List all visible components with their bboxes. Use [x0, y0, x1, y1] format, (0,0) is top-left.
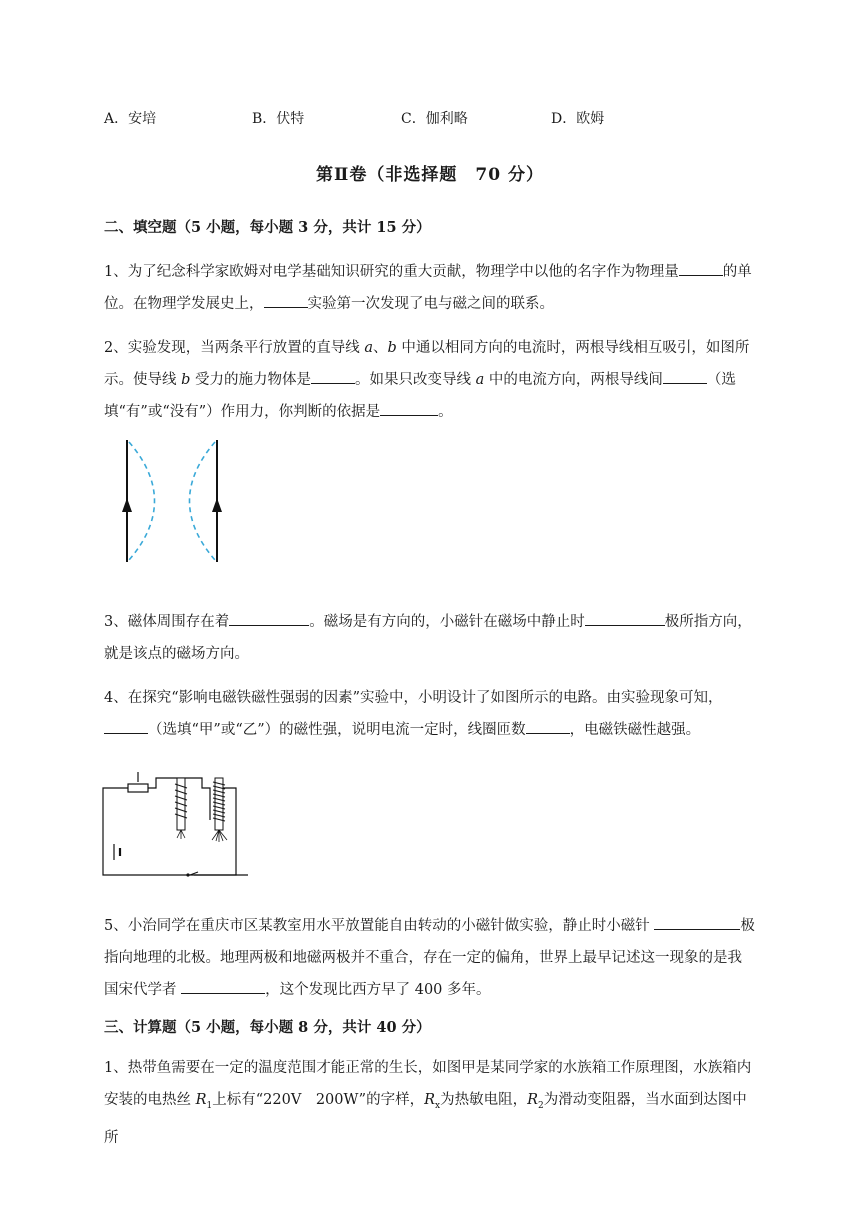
fill-question-4: [104, 682, 756, 746]
q3-text-a: 3、磁体周围存在着: [104, 614, 230, 630]
q4-blank-1: [104, 719, 148, 734]
q1-blank-1: [679, 261, 723, 276]
q2-blank-1: [311, 369, 355, 384]
option-a: A．安培: [104, 111, 157, 127]
q1-text-b: 的单位。在物理学发展史上，: [104, 264, 752, 312]
q2-blank-2: [663, 369, 707, 384]
q4-text-c: ，电磁铁磁性越强。: [569, 722, 701, 738]
q4-blank-2: [526, 719, 570, 734]
q3-blank-1: [229, 611, 309, 626]
q2-var-b: b: [387, 340, 397, 356]
q2-text-d: 。如果只改变导线: [355, 372, 476, 388]
switch: [186, 873, 189, 876]
q2-var-a2: a: [475, 372, 485, 388]
q2-text-f: （选填“有”或“没有”）作用力，你判断的依据是: [104, 372, 736, 420]
fill-in-header: 二、填空题（5 小题，每小题 3 分，共计 15 分）: [104, 219, 431, 236]
q2-text-e: 中的电流方向，两根导线间: [484, 372, 663, 388]
rheostat: [128, 784, 148, 792]
q5-text-b: 极指向地理的北极。地理两极和地磁两极并不重合，存在一定的偏角，世界上最早记述这一现象的是我国宋代学者: [104, 918, 755, 998]
q2-text-g: 。: [438, 404, 453, 420]
q1-text-c: 实验第一次发现了电与磁之间的联系。: [307, 296, 554, 312]
fill-question-3: [104, 606, 756, 670]
field-line-a: [129, 442, 155, 560]
q5-blank-2: [181, 979, 265, 994]
q1-blank-2: [264, 293, 308, 308]
q3-text-b: 。磁场是有方向的，小磁针在磁场中静止时: [309, 614, 585, 630]
section-title: 第Ⅱ卷（非选择题 70 分）: [316, 165, 544, 185]
current-arrow-b: [212, 498, 222, 512]
cq1-rx: R: [424, 1092, 436, 1108]
cq1-text-d: 为滑动变阻器，当水面到达图中所: [104, 1092, 747, 1146]
cq1-r1-sub: 1: [206, 1100, 213, 1111]
option-c: C．伽利略: [401, 111, 468, 127]
cq1-text-a: 1、热带鱼需要在一定的温度范围才能正常的生长，如图甲是某同学家的水族箱工作原理图，水族箱内安装的电热丝: [104, 1060, 752, 1108]
fill-question-1: [104, 256, 756, 320]
cq1-r2: R: [527, 1092, 539, 1108]
q5-blank-1: [654, 915, 740, 930]
cq1-r2-sub: 2: [538, 1100, 544, 1111]
q3-blank-2: [585, 611, 665, 626]
q2-var-b2: b: [181, 372, 191, 388]
field-line-b: [190, 442, 216, 560]
option-b: B．伏特: [252, 111, 305, 127]
calc-question-1: [104, 1052, 756, 1154]
q2-sep: 、: [373, 340, 388, 356]
calc-header: 三、计算题（5 小题，每小题 8 分，共计 40 分）: [104, 1019, 431, 1036]
q4-text-a: 4、在探究“影响电磁铁磁性强弱的因素”实验中，小明设计了如图所示的电路。由实验现象可知，: [104, 690, 723, 706]
option-d: D．欧姆: [551, 111, 605, 127]
q5-text-a: 5、小治同学在重庆市区某教室用水平放置能自由转动的小磁针做实验，静止时小磁针: [104, 918, 655, 934]
q3-text-c: 极所指方向，就是该点的磁场方向。: [104, 614, 752, 662]
q2-text-b: 中通以相同方向的电流时，两根导线相互吸引，如图所示。使导线: [104, 340, 750, 388]
q2-blank-3: [380, 401, 438, 416]
q2-text-a: 2、实验发现，当两条平行放置的直导线: [104, 340, 365, 356]
parallel-wires-figure: [100, 430, 240, 590]
cq1-rx-sub: x: [435, 1100, 441, 1111]
current-arrow-a: [122, 498, 132, 512]
q5-text-c: ，这个发现比西方早了 400 多年。: [265, 982, 491, 998]
electromagnet-circuit-figure: [98, 760, 248, 882]
fill-question-2: [104, 332, 756, 428]
q2-text-c: 受力的施力物体是: [190, 372, 312, 388]
cq1-text-c: 为热敏电阻，: [440, 1092, 528, 1108]
coil-jia: [175, 778, 187, 839]
q2-var-a: a: [364, 340, 373, 356]
cq1-text-b: 上标有“220V 200W”的字样，: [212, 1092, 425, 1108]
q1-text-a: 1、为了纪念科学家欧姆对电学基础知识研究的重大贡献，物理学中以他的名字作为物理量: [104, 264, 679, 280]
fill-question-5: [104, 910, 756, 1006]
cq1-r1: R: [195, 1092, 207, 1108]
q4-text-b: （选填“甲”或“乙”）的磁性强，说明电流一定时，线圈匝数: [148, 722, 526, 738]
